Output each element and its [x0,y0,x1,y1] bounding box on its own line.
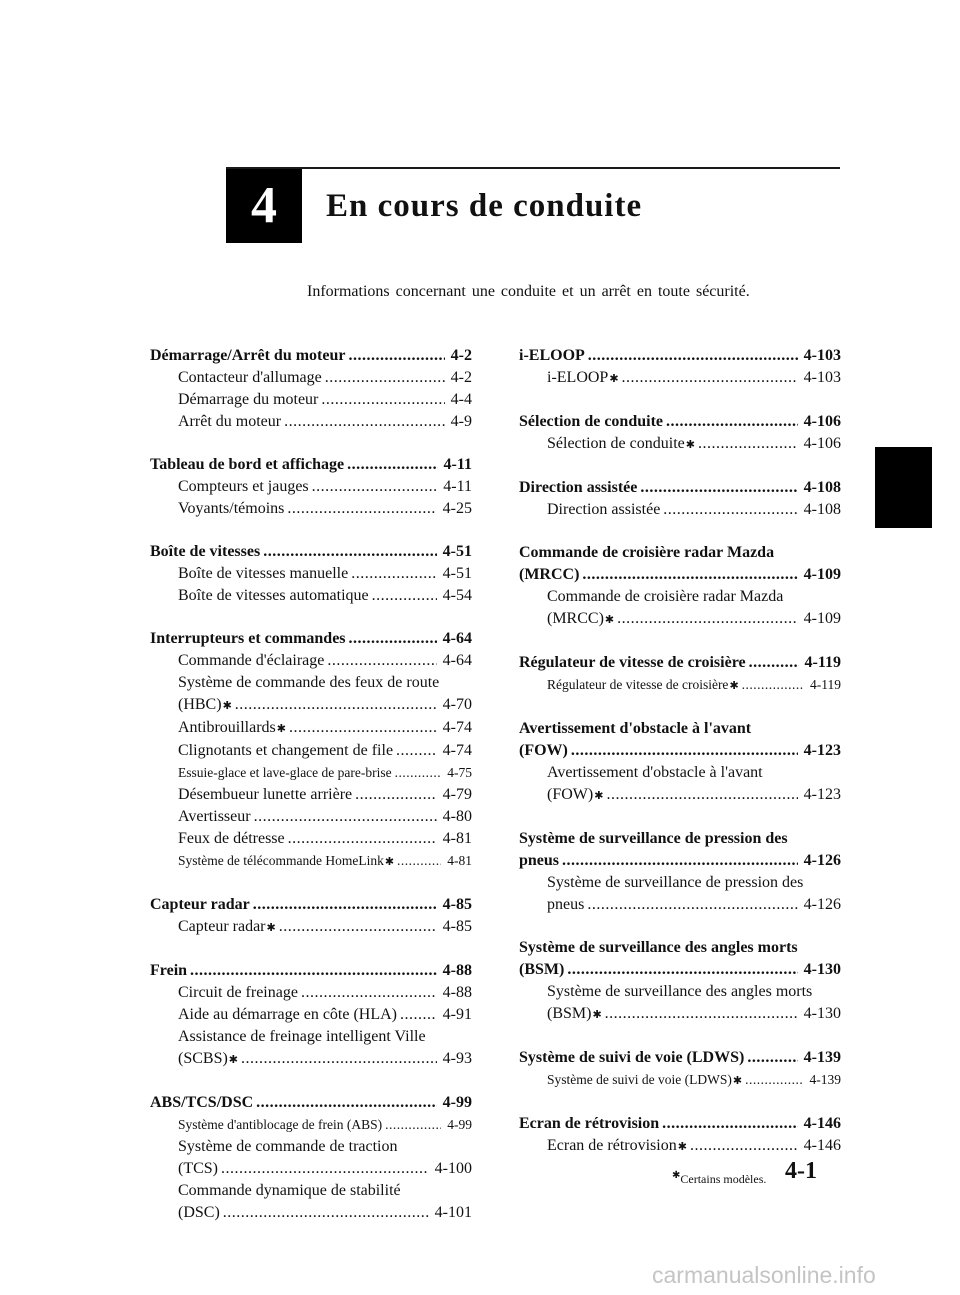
toc-entry[interactable]: Boîte de vitesses manuelle ..... 4-51 [150,563,472,585]
toc-entry[interactable]: (BSM) ✱ ..... 4-130 [519,1003,841,1026]
optional-star-icon: ✱ [729,680,739,692]
toc-entry[interactable]: Commande d'éclairage ..... 4-64 [150,650,472,672]
chapter-subtitle: Informations concernant une conduite et un arrêt en toute sécurité. [307,283,750,300]
optional-star-icon: ✱ [276,723,286,735]
optional-star-icon: ✱ [384,856,395,868]
toc-section-boite [150,541,472,607]
toc-entry[interactable]: Système de suivi de voie (LDWS) ✱ ..... 4-139 [519,1069,841,1092]
toc-entry[interactable]: Aide au démarrage en côte (HLA) ..... 4-91 [150,1004,472,1026]
toc-right-column [519,345,841,1179]
footer-note-text: Certains modèles. [680,1172,767,1186]
toc-entry[interactable]: Arrêt du moteur ..... 4-9 [150,411,472,433]
toc-section-interrupteurs [150,628,472,873]
toc-section-title-wrap[interactable]: Système de surveillance des angles morts [519,939,798,956]
toc-section-title-wrap[interactable]: Avertissement d'obstacle à l'avant [519,720,752,737]
toc-entry[interactable]: Ecran de rétrovision ✱ ..... 4-146 [519,1135,841,1158]
toc-entry[interactable]: Désembueur lunette arrière ..... 4-79 [150,784,472,806]
toc-section-title[interactable]: Régulateur de vitesse de croisière ..... 4-119 [519,652,841,674]
toc-entry-wrap[interactable]: Commande dynamique de stabilité [178,1182,401,1199]
toc-entry[interactable]: (MRCC) ✱ ..... 4-109 [519,608,841,631]
toc-section-bsm [519,937,841,1026]
toc-section-regulateur [519,652,841,697]
toc-entry-wrap[interactable]: Assistance de freinage intelligent Ville [178,1028,426,1045]
toc-entry-wrap[interactable]: Système de commande de traction [178,1138,398,1155]
page-number: 4-1 [785,1158,817,1184]
toc-entry[interactable]: Système de télécommande HomeLink ✱ ..... 4-81 [150,850,472,873]
toc-entry[interactable]: Capteur radar ✱ ..... 4-85 [150,916,472,939]
toc-section-title[interactable]: Boîte de vitesses ..... 4-51 [150,541,472,563]
toc-entry[interactable]: Sélection de conduite ✱ ..... 4-106 [519,433,841,456]
chapter-header-rule [226,167,840,169]
toc-section-direction [519,477,841,521]
toc-entry[interactable]: Circuit de freinage ..... 4-88 [150,982,472,1004]
optional-star-icon: ✱ [685,439,695,451]
optional-star-icon: ✱ [609,373,619,385]
toc-entry[interactable]: i-ELOOP ✱ ..... 4-103 [519,367,841,390]
toc-section-title[interactable]: ABS/TCS/DSC ..... 4-99 [150,1092,472,1114]
toc-entry[interactable]: (FOW) ✱ ..... 4-123 [519,784,841,807]
toc-section-mrcc [519,542,841,631]
toc-entry-wrap[interactable]: Avertissement d'obstacle à l'avant [547,764,763,781]
toc-entry[interactable]: pneus ..... 4-126 [519,894,841,916]
toc-section-title[interactable]: Démarrage/Arrêt du moteur ..... 4-2 [150,345,472,367]
toc-entry-wrap[interactable]: Système de surveillance de pression des [547,874,804,891]
toc-section-title-wrap[interactable]: Commande de croisière radar Mazda [519,544,775,561]
toc-left-column [150,345,472,1245]
chapter-number-box: 4 [226,169,302,243]
optional-star-icon: ✱ [594,790,604,802]
toc-section-ieloop [519,345,841,390]
chapter-title: En cours de conduite [326,188,643,224]
toc-section-title[interactable]: Interrupteurs et commandes ..... 4-64 [150,628,472,650]
toc-entry-wrap[interactable]: Commande de croisière radar Mazda [547,588,784,605]
toc-entry[interactable]: Avertisseur ..... 4-80 [150,806,472,828]
toc-entry[interactable]: Boîte de vitesses automatique ..... 4-54 [150,585,472,607]
toc-section-ldws [519,1047,841,1092]
toc-entry[interactable]: Voyants/témoins ..... 4-25 [150,498,472,520]
toc-entry[interactable]: Contacteur d'allumage ..... 4-2 [150,367,472,389]
toc-section-tableau [150,454,472,520]
toc-section-title-wrap[interactable]: Système de surveillance de pression des [519,830,788,847]
toc-section-title[interactable]: Système de suivi de voie (LDWS) ..... 4-139 [519,1047,841,1069]
toc-entry[interactable]: (SCBS) ✱ ..... 4-93 [150,1048,472,1071]
toc-section-title[interactable]: Frein ..... 4-88 [150,960,472,982]
optional-star-icon: ✱ [677,1141,687,1153]
toc-entry-wrap[interactable]: Système de surveillance des angles morts [547,983,813,1000]
optional-star-icon: ✱ [592,1009,602,1021]
toc-section-retrovision [519,1113,841,1158]
toc-section-title[interactable]: pneus ..... 4-126 [519,850,841,872]
toc-entry[interactable]: (TCS) ..... 4-100 [150,1158,472,1180]
optional-star-icon: ✱ [228,1054,239,1066]
toc-section-fow [519,718,841,807]
toc-entry[interactable]: Feux de détresse ..... 4-81 [150,828,472,850]
toc-entry[interactable]: Système d'antiblocage de frein (ABS) ..... 4-99 [150,1114,472,1136]
chapter-thumb-tab [875,447,932,528]
optional-star-icon: ✱ [222,700,232,712]
toc-section-title[interactable]: Tableau de bord et affichage ..... 4-11 [150,454,472,476]
toc-entry[interactable]: Essuie-glace et lave-glace de pare-brise ..... 4-75 [150,762,472,784]
optional-star-icon: ✱ [672,1170,681,1181]
toc-entry[interactable]: Régulateur de vitesse de croisière ✱ ..... 4-119 [519,674,841,697]
toc-section-frein [150,960,472,1071]
toc-section-abs [150,1092,472,1224]
optional-star-icon: ✱ [732,1075,743,1087]
footer-note [671,1170,766,1187]
toc-entry[interactable]: Compteurs et jauges ..... 4-11 [150,476,472,498]
toc-section-title[interactable]: Sélection de conduite ..... 4-106 [519,411,841,433]
toc-section-title[interactable]: i-ELOOP ..... 4-103 [519,345,841,367]
toc-section-demarrage [150,345,472,433]
toc-section-title[interactable]: Ecran de rétrovision ..... 4-146 [519,1113,841,1135]
toc-section-title[interactable]: (FOW) ..... 4-123 [519,740,841,762]
toc-entry[interactable]: (HBC) ✱ ..... 4-70 [150,694,472,717]
toc-section-title[interactable]: (BSM) ..... 4-130 [519,959,841,981]
toc-section-selection [519,411,841,456]
toc-entry[interactable]: Démarrage du moteur ..... 4-4 [150,389,472,411]
toc-entry-wrap[interactable]: Système de commande des feux de route [178,674,440,691]
toc-section-title[interactable]: Capteur radar ..... 4-85 [150,894,472,916]
toc-section-tpms [519,828,841,916]
optional-star-icon: ✱ [604,614,615,626]
toc-section-capteur-radar [150,894,472,939]
toc-entry[interactable]: Antibrouillards ✱ ..... 4-74 [150,717,472,740]
toc-entry[interactable]: Direction assistée ..... 4-108 [519,499,841,521]
toc-entry[interactable]: (DSC) ..... 4-101 [150,1202,472,1224]
optional-star-icon: ✱ [266,922,276,934]
toc-entry[interactable]: Clignotants et changement de file ..... 4-74 [150,740,472,762]
toc-section-title[interactable]: (MRCC) ..... 4-109 [519,564,841,586]
toc-section-title[interactable]: Direction assistée ..... 4-108 [519,477,841,499]
watermark: carmanualsonline.info [652,1262,876,1288]
